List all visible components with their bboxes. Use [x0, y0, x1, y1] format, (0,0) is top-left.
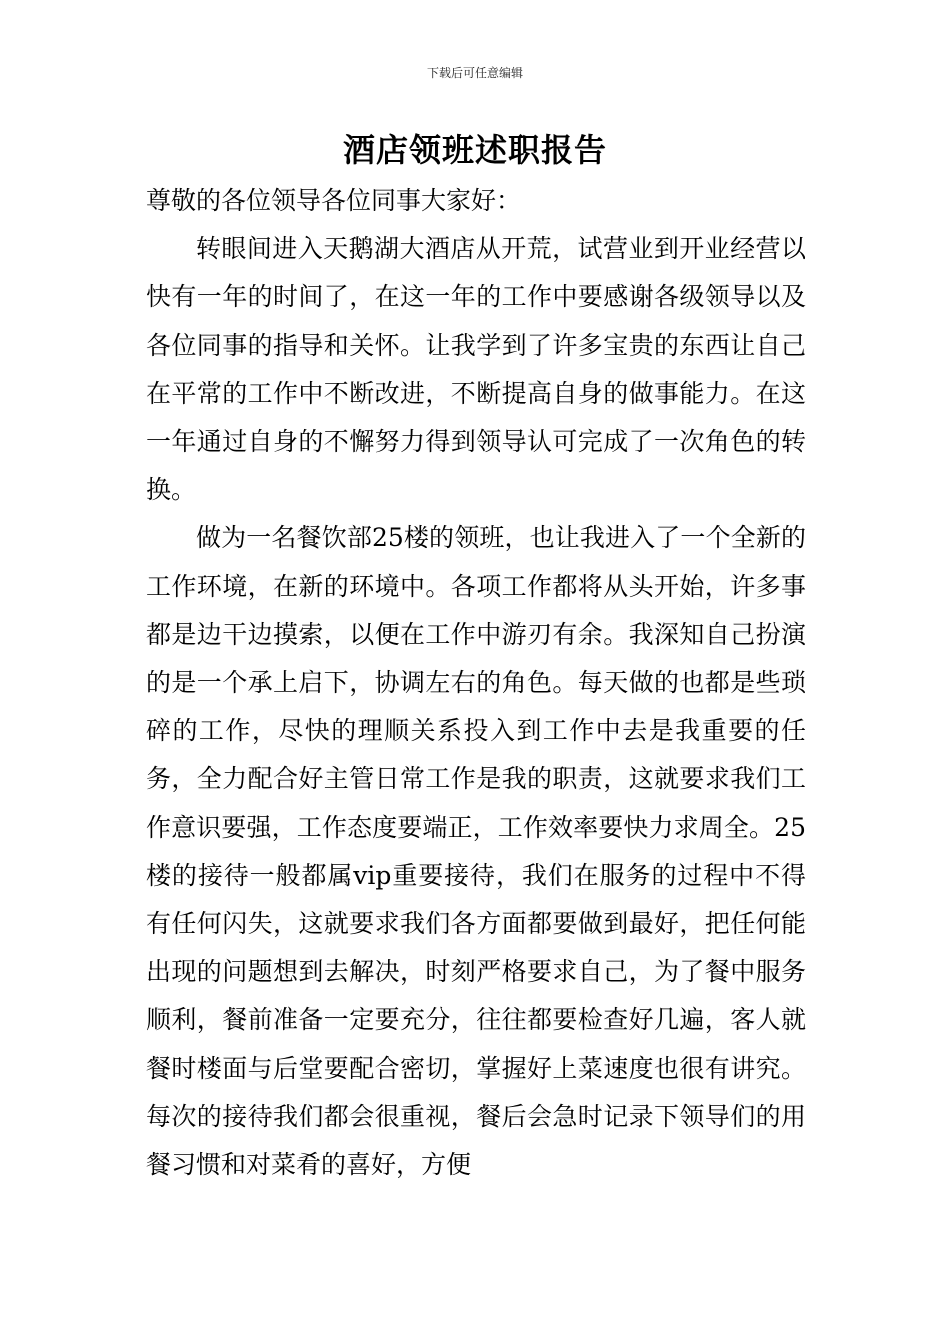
document-title: 酒店领班述职报告: [342, 131, 607, 169]
header-note: 下载后可任意编辑: [426, 66, 523, 80]
salutation: 尊敬的各位领导各位同事大家好：: [146, 186, 522, 215]
paragraph-2: 做为一名餐饮部25楼的领班，也让我进入了一个全新的工作环境，在新的环境中。各项工作都将从头开始，许多事都是边干边摸索，以便在工作中游刃有余。我深知自己扮演的是一个承上启下，协调左右的角色。每天做的也都是些琐碎的工作，尽快的理顺关系投入到工作中去是我重要的任务，全力配合好主管日常工作是我的职责，这就要求我们工作意识要强，工作态度要端正，工作效率要快力求周全。25楼的接待一般都属vip重要接待，我们在服务的过程中不得有任何闪失，这就要求我们各方面都要做到最好，把任何能出现的问题想到去解决，时刻严格要求自己，为了餐中服务顺利，餐前准备一定要充分，往往都要检查好几遍，客人就餐时楼面与后堂要配合密切，掌握好上菜速度也很有讲究。每次的接待我们都会很重视，餐后会急时记录下领导们的用餐习惯和对菜肴的喜好，方便: [146, 523, 806, 1180]
document-body: [146, 177, 806, 1189]
paragraph-1: 转眼间进入天鹅湖大酒店从开荒，试营业到开业经营以快有一年的时间了，在这一年的工作中要感谢各级领导以及各位同事的指导和关怀。让我学到了许多宝贵的东西让自己在平常的工作中不断改进，不断提高自身的做事能力。在这一年通过自身的不懈努力得到领导认可完成了一次角色的转换。: [146, 234, 806, 505]
